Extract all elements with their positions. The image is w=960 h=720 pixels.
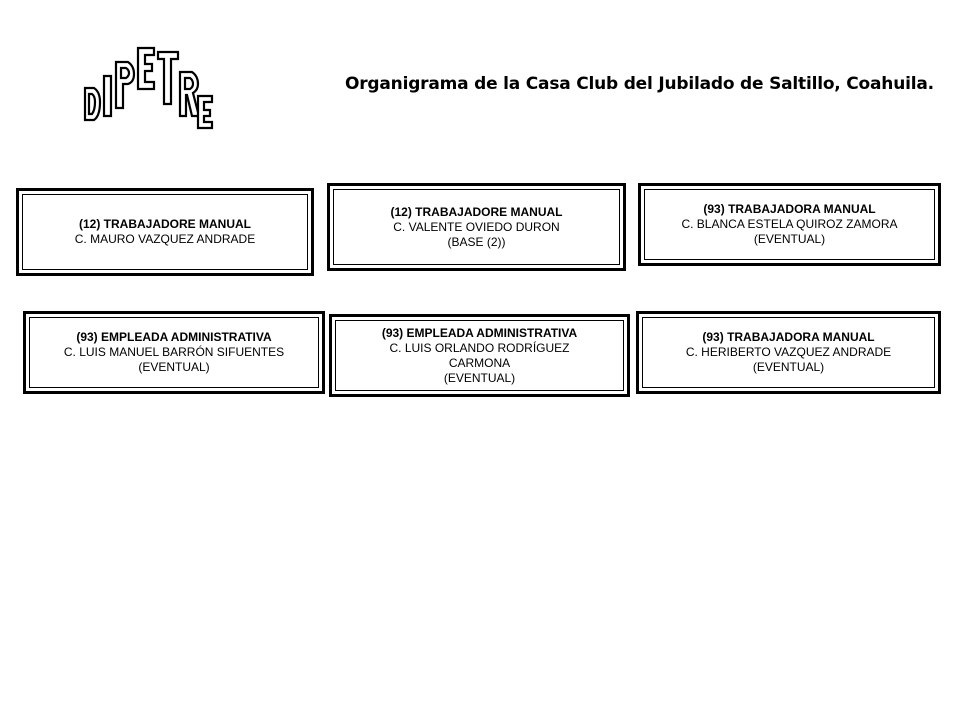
role-label: (12) TRABAJADORE MANUAL: [78, 217, 251, 231]
role-label: (12) TRABAJADORE MANUAL: [390, 204, 563, 219]
person-name: C. MAURO VAZQUEZ ANDRADE: [74, 232, 256, 246]
role-label: (93) TRABAJADORA MANUAL: [703, 202, 876, 216]
org-box-4: [23, 311, 325, 394]
person-name: C. HERIBERTO VAZQUEZ ANDRADE: [685, 345, 892, 359]
role-label: (93) EMPLEADA ADMINISTRATIVA: [381, 325, 578, 340]
employment-status: (BASE (2)): [447, 234, 506, 249]
org-box-6-content: [642, 317, 935, 388]
org-box-5-content: [335, 320, 624, 391]
org-box-1: [16, 188, 314, 276]
org-box-6: [636, 311, 941, 394]
person-name: C. BLANCA ESTELA QUIROZ ZAMORA: [681, 217, 898, 231]
org-box-3: [638, 183, 941, 266]
org-box-5: [329, 314, 630, 397]
org-box-1-content: [22, 194, 308, 270]
person-name-continued: CARMONA: [448, 355, 511, 370]
employment-status: (EVENTUAL): [138, 360, 210, 374]
employment-status: (EVENTUAL): [752, 360, 825, 374]
org-box-2-content: [333, 189, 620, 265]
person-name: C. VALENTE OVIEDO DURON: [393, 219, 560, 234]
role-label: (93) EMPLEADA ADMINISTRATIVA: [76, 330, 272, 344]
employment-status: (EVENTUAL): [443, 370, 516, 385]
page-title: Organigrama de la Casa Club del Jubilado de Saltillo, Coahuila.: [345, 74, 934, 94]
person-name: C. LUIS MANUEL BARRÓN SIFUENTES: [63, 345, 285, 359]
logo-text: DIPETRE: [80, 40, 85, 41]
org-box-4-content: [29, 317, 319, 388]
role-label: (93) TRABAJADORA MANUAL: [702, 330, 875, 344]
dipetre-logo: [80, 40, 215, 130]
org-box-3-content: [644, 189, 935, 260]
employment-status: (EVENTUAL): [753, 232, 826, 246]
person-name: C. LUIS ORLANDO RODRÍGUEZ: [389, 340, 570, 355]
org-box-2: [327, 183, 626, 271]
